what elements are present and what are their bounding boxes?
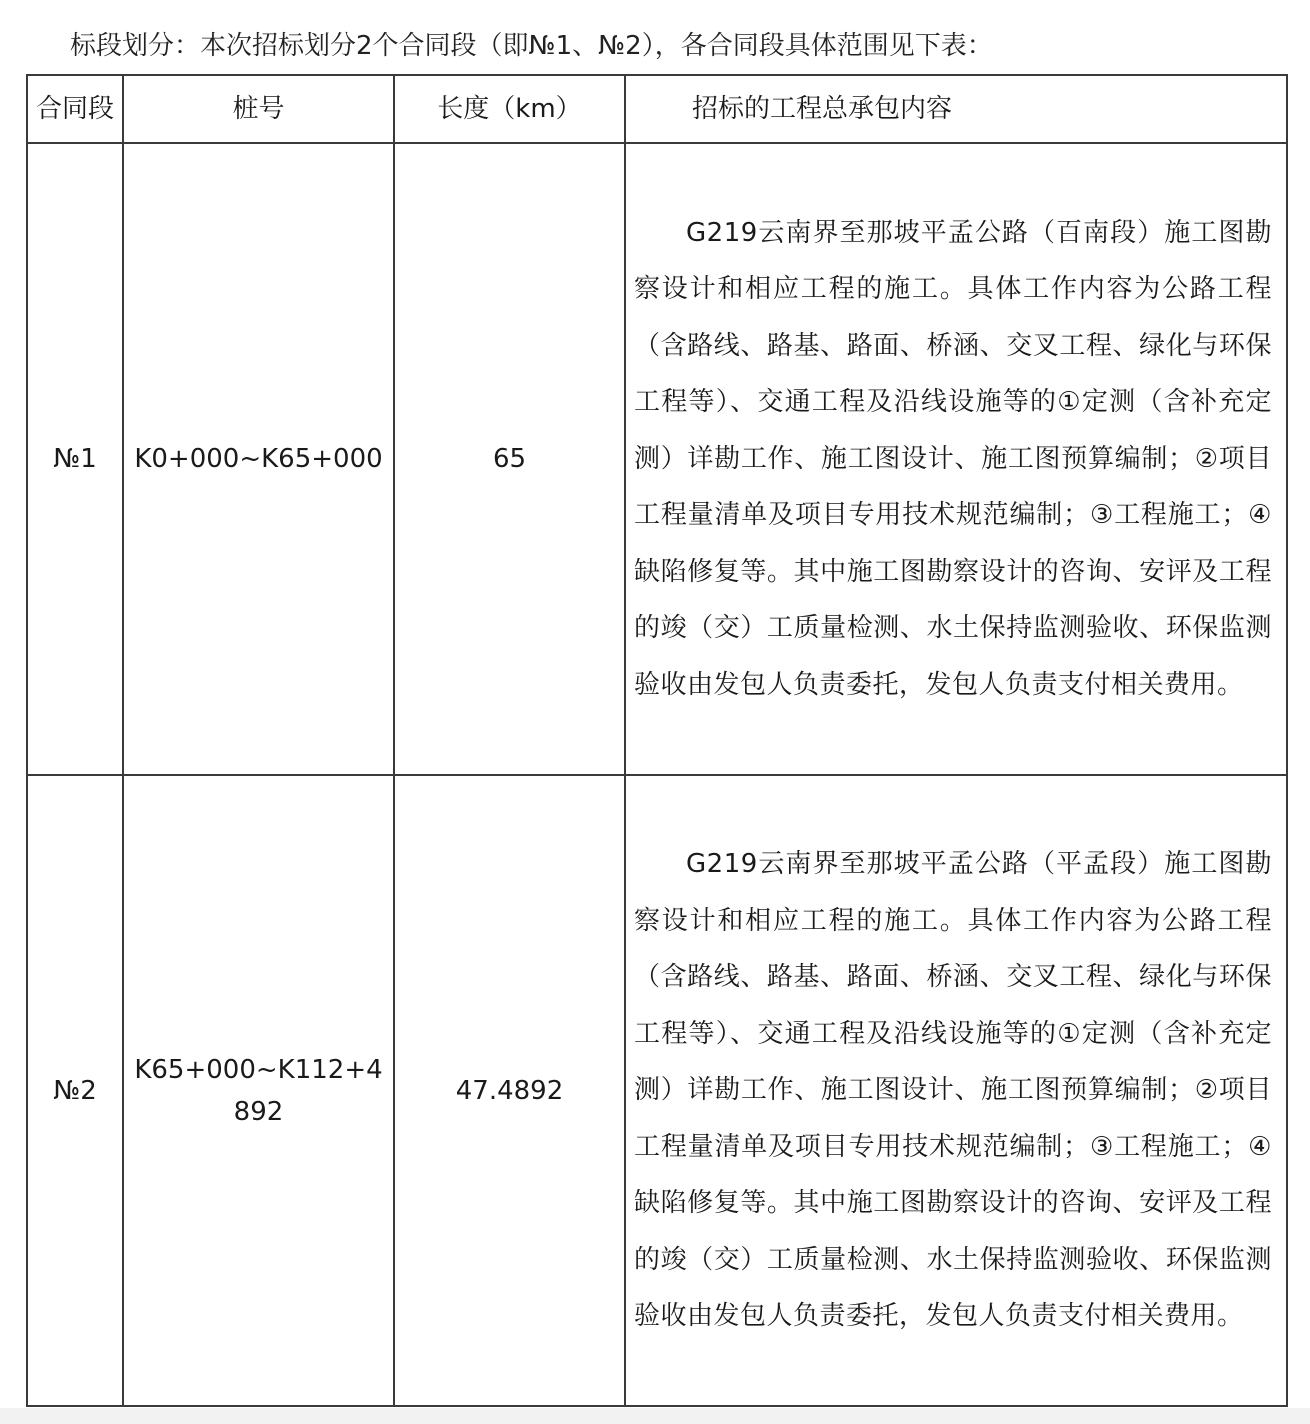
contract-sections-table bbox=[26, 74, 1288, 1407]
cell-section: №1 bbox=[27, 143, 123, 775]
header-section: 合同段 bbox=[27, 75, 123, 143]
header-length: 长度（km） bbox=[394, 75, 625, 143]
table-header-row bbox=[27, 75, 1287, 143]
cell-scope bbox=[625, 143, 1287, 775]
scope-text: G219云南界至那坡平孟公路（平孟段）施工图勘察设计和相应工程的施工。具体工作内容为公路工程（含路线、路基、路面、桥涵、交叉工程、绿化与环保工程等）、交通工程及沿线设施等的①定测（含补充定测）详勘工作、施工图设计、施工图预算编制；②项目工程量清单及项目专用技术规范编制；③工程施工；④缺陷修复等。其中施工图勘察设计的咨询、安评及工程的竣（交）工质量检测、水土保持监测验收、环保监测验收由发包人负责委托，发包人负责支付相关费用。 bbox=[634, 849, 1272, 1332]
page-bottom-edge bbox=[0, 1408, 1310, 1424]
table-row bbox=[27, 775, 1287, 1406]
cell-length: 65 bbox=[394, 143, 625, 775]
header-scope: 招标的工程总承包内容 bbox=[625, 75, 1287, 143]
header-stake: 桩号 bbox=[123, 75, 394, 143]
cell-scope bbox=[625, 775, 1287, 1406]
table-row bbox=[27, 143, 1287, 775]
cell-stake: K0+000~K65+000 bbox=[123, 143, 394, 775]
cell-length: 47.4892 bbox=[394, 775, 625, 1406]
cell-stake: K65+000~K112+4892 bbox=[123, 775, 394, 1406]
intro-paragraph: 标段划分：本次招标划分2个合同段（即№1、№2），各合同段具体范围见下表： bbox=[70, 31, 993, 61]
scope-text: G219云南界至那坡平孟公路（百南段）施工图勘察设计和相应工程的施工。具体工作内容为公路工程（含路线、路基、路面、桥涵、交叉工程、绿化与环保工程等）、交通工程及沿线设施等的①定测（含补充定测）详勘工作、施工图设计、施工图预算编制；②项目工程量清单及项目专用技术规范编制；③工程施工；④缺陷修复等。其中施工图勘察设计的咨询、安评及工程的竣（交）工质量检测、水土保持监测验收、环保监测验收由发包人负责委托，发包人负责支付相关费用。 bbox=[634, 217, 1272, 700]
cell-section: №2 bbox=[27, 775, 123, 1406]
